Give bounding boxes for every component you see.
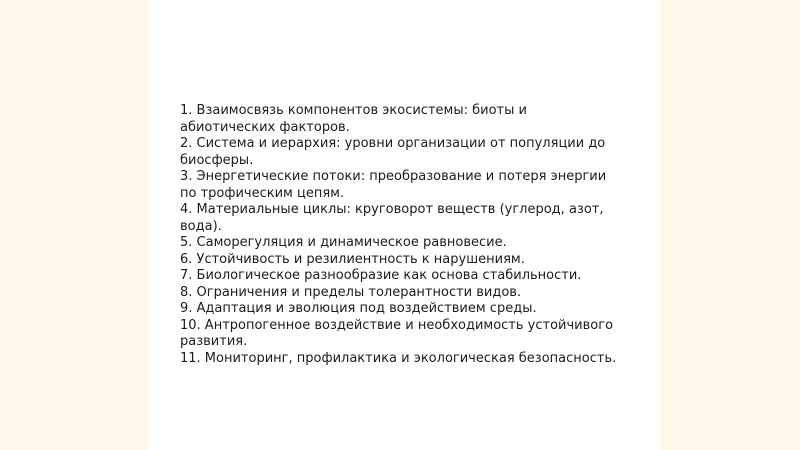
list-item-1: 1. Взаимосвязь компонентов экосистемы: биоты и абиотических факторов. [180,103,527,135]
list-item-7: 7. Биологическое разнообразие как основа стабильности. [180,268,582,283]
list-item-11: 11. Мониторинг, профилактика и экологическая безопасность. [180,350,617,366]
list-item-8: 8. Ограничения и пределы толерантности видов. [180,284,522,300]
principles-list [180,103,620,367]
list-item-9: 9. Адаптация и эволюция под воздействием среды. [180,301,537,316]
document-page [148,0,660,450]
list-item-3: 3. Энергетические потоки: преобразование и потеря энергии по трофическим цепям. [180,169,607,201]
list-item-4: 4. Материальные циклы: круговорот веществ (углерод, азот, вода). [180,202,604,234]
list-item-6: 6. Устойчивость и резилиентность к нарушениям. [180,251,525,267]
list-item-10: 10. Антропогенное воздействие и необходимость устойчивого развития. [180,317,614,349]
list-item-2: 2. Система и иерархия: уровни организации от популяции до биосферы. [180,136,606,168]
list-item-5: 5. Саморегуляция и динамическое равновесие. [180,235,507,250]
